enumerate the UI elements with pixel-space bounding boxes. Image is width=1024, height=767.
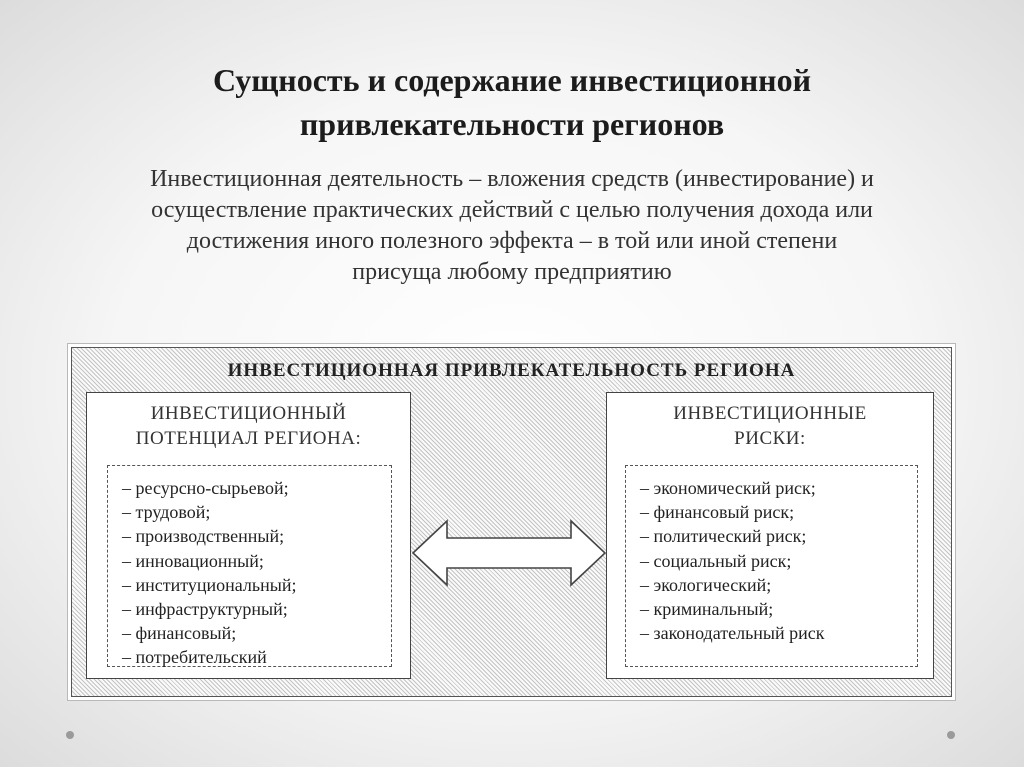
potential-heading-line: ИНВЕСТИЦИОННЫЙ <box>150 403 347 424</box>
subtitle-line: присуща любому предприятию <box>352 259 672 285</box>
list-item: – социальный риск; <box>640 550 792 571</box>
list-item: – экологический; <box>640 574 772 595</box>
list-item: – производственный; <box>122 526 285 547</box>
risks-heading-line: ИНВЕСТИЦИОННЫЕ <box>673 403 867 424</box>
slide-dot-right-icon <box>945 729 957 741</box>
potential-list <box>107 465 392 667</box>
list-item: – трудовой; <box>122 502 211 523</box>
subtitle-line: Инвестиционная деятельность – вложения средств (инвестирование) и <box>150 166 874 192</box>
list-item: – законодательный риск <box>640 623 825 644</box>
list-item: – финансовый; <box>122 623 237 644</box>
list-item: – институциональный; <box>122 574 297 595</box>
list-item: – политический риск; <box>640 526 807 547</box>
double-arrow-icon <box>411 519 607 587</box>
slide-title-line: Сущность и содержание инвестиционной <box>212 62 812 98</box>
list-item: – инфраструктурный; <box>122 599 288 620</box>
risks-heading <box>607 401 933 451</box>
list-item: – потребительский <box>122 647 267 668</box>
list-item: – ресурсно-сырьевой; <box>122 478 289 498</box>
potential-heading <box>87 401 410 451</box>
list-item: – инновационный; <box>122 550 264 571</box>
slide-title-line: привлекательности регионов <box>299 106 725 142</box>
potential-heading-line: ПОТЕНЦИАЛ РЕГИОНА: <box>135 428 362 449</box>
subtitle-line: достижения иного полезного эффекта – в той или иной степени <box>186 228 838 254</box>
slide-dot-left-icon <box>64 729 76 741</box>
slide-title <box>0 58 1024 146</box>
diagram-title: ИНВЕСТИЦИОННАЯ ПРИВЛЕКАТЕЛЬНОСТЬ РЕГИОНА <box>227 360 796 381</box>
list-item: – финансовый риск; <box>640 502 795 523</box>
risks-box <box>606 392 934 679</box>
list-item: – криминальный; <box>640 599 774 620</box>
slide-subtitle <box>0 164 1024 288</box>
risks-list <box>625 465 918 667</box>
subtitle-line: осуществление практических действий с целью получения дохода или <box>151 197 873 223</box>
risks-heading-line: РИСКИ: <box>734 428 806 449</box>
list-item: – экономический риск; <box>640 478 816 498</box>
potential-box <box>86 392 411 679</box>
